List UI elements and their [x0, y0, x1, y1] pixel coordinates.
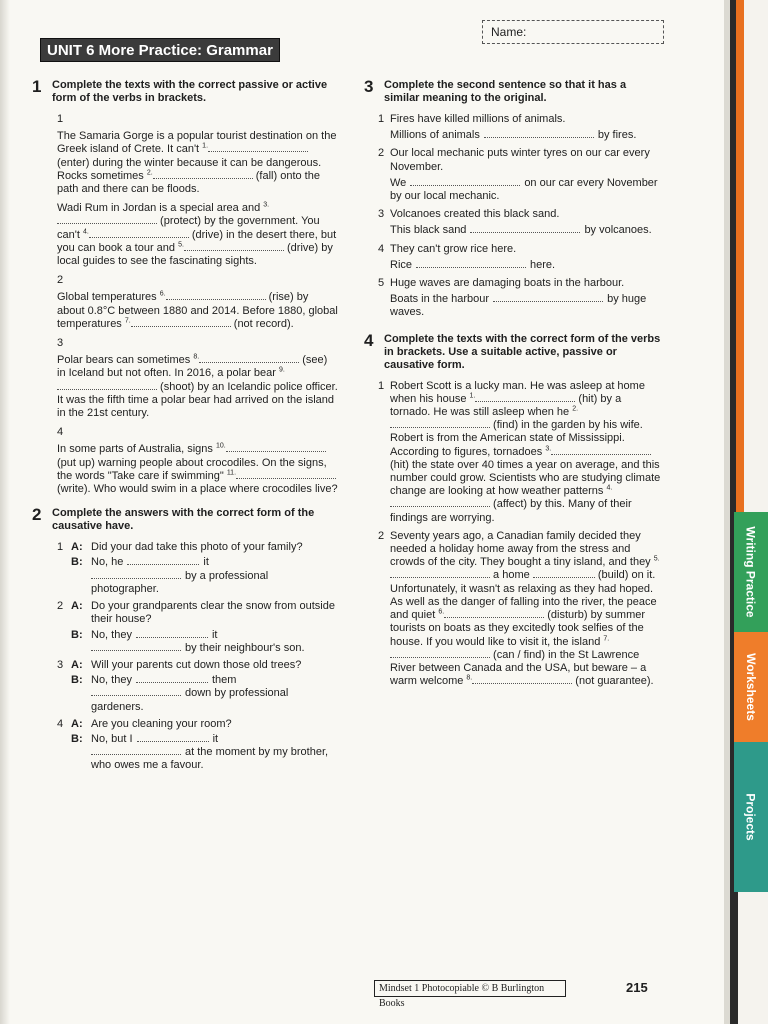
rewrite-end: on our car every November by our local mechanic. [390, 176, 658, 203]
item-number: 2 [57, 600, 64, 613]
text-segment: (not guarantee). [572, 675, 654, 688]
answer-blank[interactable] [416, 259, 526, 268]
question-text: Are you cleaning your room? [91, 717, 232, 730]
answer-start: No, but I [91, 732, 133, 745]
rewrite-line [390, 293, 664, 319]
rewrite-line [390, 177, 664, 203]
name-field[interactable]: Name: [482, 20, 664, 44]
answer-blank[interactable] [390, 649, 490, 658]
item-body [390, 113, 664, 142]
exercise-1-texts [32, 113, 338, 496]
text-segment: (shoot) by an Icelandic police officer. It was the fifth time a polar bear had arrived on the island in the 21st century. [57, 380, 338, 420]
answer-blank[interactable] [199, 354, 299, 363]
exercise-3-items [364, 113, 664, 320]
spacer [57, 629, 71, 655]
gap-number: 1. [202, 142, 209, 150]
text-segment: (write). Who would swim in a place where crocodiles live? [57, 483, 338, 496]
gap-number: 7. [124, 317, 131, 325]
answer-blank[interactable] [236, 470, 336, 479]
answer-object: them [211, 674, 237, 687]
original-sentence: Volcanoes created this black sand. [390, 208, 560, 221]
speaker-a-label: A: [71, 658, 83, 671]
text-segment: (see) in Iceland but not often. In 2016, a polar bear [57, 354, 328, 380]
text-segment: Seventy years ago, a Canadian family decided they needed a holiday home away from the stress and crowds of the city. They bought a tiny island, and they [390, 529, 654, 569]
gap-number: 5. [653, 555, 660, 563]
text-paragraph [32, 354, 338, 420]
answer-blank[interactable] [390, 569, 490, 578]
text-segment: a home [490, 569, 533, 582]
gap-number: 8. [193, 353, 200, 361]
text-segment: (affect) by this. Many of their findings are worrying. [390, 498, 632, 524]
left-column [32, 78, 338, 777]
answer-text [91, 629, 338, 655]
question-row [57, 600, 338, 626]
answer-start: No, he [91, 556, 124, 569]
answer-row [57, 556, 338, 596]
right-column [364, 78, 664, 693]
item-number: 2 [378, 529, 385, 542]
text-segment: Robert Scott is a lucky man. He was asleep at home when his house [390, 379, 645, 405]
answer-object: it [212, 732, 219, 745]
text-label: 2 [57, 274, 64, 287]
answer-blank[interactable] [551, 446, 651, 455]
answer-blank[interactable] [166, 291, 266, 300]
question-row [57, 659, 338, 672]
question-row [57, 541, 338, 554]
text-segment: (enter) during the winter because it can be dangerous. Rocks sometimes [57, 156, 322, 182]
exercise-instruction: Complete the texts with the correct form of the verbs in brackets. Use a suitable active, passive or causative form. [384, 332, 661, 371]
speaker-a-label: A: [71, 717, 83, 730]
rewrite-start: We [390, 176, 407, 189]
answer-blank[interactable] [89, 229, 189, 238]
exercise-3 [364, 78, 664, 320]
gap-number: 3. [545, 445, 552, 452]
text-label: 4 [57, 426, 64, 439]
rewrite-line [390, 129, 664, 142]
rewrite-end: here. [530, 258, 556, 271]
answer-blank[interactable] [153, 170, 253, 179]
text-segment: In some parts of Australia, signs [57, 443, 216, 456]
answer-blank[interactable] [91, 570, 181, 579]
text-segment: (rise) by about 0.8°C between 1880 and 2014. Before 1880, global temperatures [57, 291, 338, 330]
item-number: 4 [378, 242, 385, 255]
rewrite-line [390, 224, 664, 237]
answer-blank[interactable] [131, 318, 231, 327]
answer-blank[interactable] [533, 569, 595, 578]
answer-blank[interactable] [91, 687, 181, 696]
answer-blank[interactable] [91, 642, 181, 651]
speaker-a-label: A: [71, 600, 83, 613]
rewrite-end: by huge waves. [390, 293, 647, 319]
rewrite-start: This black sand [390, 224, 467, 237]
text-segment: (can / find) in the St Lawrence River between Canada and the USA, but beware – a warm welcome [390, 648, 647, 688]
text-segment: (put up) warning people about crocodiles. On the signs, the words "Take care if swimming" [57, 456, 327, 482]
item-number: 1 [378, 113, 385, 125]
tab-writing-practice[interactable] [734, 512, 768, 632]
exercise-number: 2 [32, 505, 42, 525]
text-paragraph [32, 202, 338, 268]
gap-number: 2. [572, 405, 579, 413]
transformation-item [364, 277, 664, 320]
item-number: 1 [57, 541, 64, 554]
rewrite-start: Millions of animals [390, 129, 480, 142]
answer-blank[interactable] [390, 498, 490, 507]
exercise-4 [364, 332, 664, 689]
exercise-instruction: Complete the second sentence so that it has a similar meaning to the original. [384, 79, 627, 104]
exercise-2 [32, 506, 338, 772]
question-text: Do your grandparents clear the snow from outside their house? [91, 600, 335, 626]
text-segment: (fall) onto the path and there can be floods. [57, 169, 320, 196]
speaker-b-label: B: [71, 732, 83, 745]
transformation-item [364, 147, 664, 203]
rewrite-end: by volcanoes. [584, 224, 652, 237]
item-number: 5 [378, 277, 385, 290]
item-body [390, 208, 664, 237]
dialogue-item [32, 541, 338, 596]
answer-end: by their neighbour's son. [185, 641, 305, 654]
gap-number: 3. [263, 201, 270, 209]
text-label: 1 [57, 113, 64, 125]
gap-number: 6. [438, 608, 445, 616]
text-segment: (hit) by a tornado. He was still asleep when he [390, 392, 622, 419]
original-sentence: Huge waves are damaging boats in the harbour. [390, 277, 625, 290]
question-text: Did your dad take this photo of your family? [91, 541, 303, 554]
unit-title: UNIT 6 More Practice: Grammar [40, 38, 280, 62]
text-paragraph [32, 130, 338, 196]
answer-blank[interactable] [475, 393, 575, 402]
item-number: 3 [57, 658, 64, 671]
rewrite-end: by fires. [597, 129, 637, 142]
text-segment: (drive) by local guides to see the fascinating sights. [57, 241, 333, 268]
exercise-instruction: Complete the texts with the correct passive or active form of the verbs in brackets. [52, 79, 328, 104]
dialogue-item [32, 659, 338, 714]
exercise-instruction: Complete the answers with the correct form of the causative have. [52, 507, 315, 533]
text-segment: (hit) the state over 40 times a year on average, and this number could grow. Scientists who are studying climate change are looking at how weather patterns [390, 458, 661, 498]
page-number: 215 [626, 980, 648, 995]
answer-blank[interactable] [57, 381, 157, 390]
gap-number: 2. [146, 169, 153, 177]
transformation-item [364, 113, 664, 142]
speaker-b-label: B: [71, 556, 83, 569]
answer-object: it [211, 628, 218, 641]
orange-edge-strip [736, 0, 744, 520]
text-item [364, 380, 664, 525]
spacer [57, 674, 71, 714]
answer-blank[interactable] [410, 177, 520, 186]
exercise-4-texts [364, 380, 664, 689]
dialogue-item [32, 718, 338, 773]
text-segment: Wadi Rum in Jordan is a special area and [57, 202, 264, 215]
answer-blank[interactable] [136, 629, 208, 638]
text-segment: (disturb) by summer tourists on boats as they excitedly took selfies of the house. If you would like to visit it, the island [390, 609, 646, 648]
question-text: Will your parents cut down those old trees? [91, 658, 302, 671]
answer-blank[interactable] [390, 419, 490, 428]
copyright-footer: Mindset 1 Photocopiable © B Burlington Books [374, 980, 566, 997]
exercise-number: 3 [364, 77, 374, 96]
text-paragraph [390, 380, 664, 525]
item-body [390, 243, 664, 272]
tab-label: Writing Practice [744, 526, 759, 618]
answer-blank[interactable] [137, 733, 209, 742]
question-row [57, 718, 338, 731]
answer-start: No, they [91, 628, 132, 641]
answer-text [91, 556, 338, 596]
answer-blank[interactable] [127, 556, 199, 565]
answer-row [57, 629, 338, 655]
gap-number: 4. [606, 484, 613, 492]
text-segment: Polar bears can sometimes [57, 354, 194, 367]
answer-blank[interactable] [484, 129, 594, 138]
text-segment: (protect) by the government. You can't [57, 215, 320, 241]
gap-number: 5. [178, 241, 184, 249]
tab-worksheets[interactable] [734, 632, 768, 742]
answer-text [91, 733, 338, 773]
spacer [57, 733, 71, 773]
tab-label: Projects [744, 793, 759, 841]
rewrite-start: Boats in the harbour [390, 293, 490, 306]
gap-number: 8. [466, 674, 473, 682]
item-number: 1 [378, 379, 385, 392]
text-paragraph [32, 443, 338, 496]
text-segment: Global temperatures [57, 291, 160, 304]
answer-object: it [203, 556, 209, 569]
spacer [57, 556, 71, 596]
transformation-item [364, 208, 664, 237]
text-item [364, 530, 664, 688]
speaker-a-label: A: [71, 541, 83, 554]
speaker-b-label: B: [71, 674, 83, 687]
text-paragraph [32, 291, 338, 331]
tab-label: Worksheets [744, 653, 758, 721]
gap-number: 10. [215, 442, 226, 450]
original-sentence: Our local mechanic puts winter tyres on our car every November. [390, 147, 650, 173]
original-sentence: Fires have killed millions of animals. [390, 113, 566, 125]
exercise-1 [32, 78, 338, 496]
gap-number: 6. [159, 290, 166, 298]
gap-number: 7. [603, 634, 610, 642]
gap-number: 11. [226, 469, 237, 477]
answer-start: No, they [91, 674, 132, 687]
dialogue-item [32, 600, 338, 655]
answer-blank[interactable] [226, 443, 326, 452]
text-segment: (not record). [230, 317, 294, 330]
rewrite-line [390, 259, 664, 272]
original-sentence: They can't grow rice here. [390, 242, 517, 255]
answer-blank[interactable] [470, 224, 580, 233]
answer-end: at the moment by my brother, who owes me a favour. [91, 746, 329, 772]
item-number: 2 [378, 147, 385, 160]
exercise-number: 4 [364, 330, 374, 350]
answer-blank[interactable] [57, 215, 157, 224]
text-segment: The Samaria Gorge is a popular tourist destination on the Greek island of Crete. It can't [57, 130, 337, 156]
answer-blank[interactable] [444, 609, 544, 618]
text-label: 3 [57, 337, 64, 350]
answer-blank[interactable] [208, 143, 308, 152]
answer-blank[interactable] [136, 674, 208, 683]
answer-end: by a professional photographer. [91, 569, 269, 595]
answer-end: down by professional gardeners. [91, 687, 289, 713]
answer-text [91, 674, 338, 714]
answer-blank[interactable] [472, 675, 572, 684]
gap-number: 1. [469, 392, 476, 400]
tab-projects[interactable] [734, 742, 768, 892]
page-gutter-shadow [0, 0, 10, 1024]
speaker-b-label: B: [71, 628, 83, 641]
item-number: 4 [57, 717, 64, 730]
text-segment: (drive) in the desert there, but you can book a tour and [57, 228, 337, 254]
answer-blank[interactable] [493, 293, 603, 302]
text-segment: (build) on it. Unfortunately, it wasn't as relaxing as they had hoped. As well as the danger of falling into the river, the peace and quiet [390, 569, 657, 622]
item-body [390, 277, 664, 320]
exercise-2-items [32, 541, 338, 772]
rewrite-start: Rice [390, 258, 413, 271]
gap-number: 4. [82, 227, 89, 235]
exercise-number: 1 [32, 77, 42, 96]
answer-blank[interactable] [184, 242, 284, 251]
answer-row [57, 674, 338, 714]
gap-number: 9. [279, 366, 285, 374]
item-number: 3 [378, 208, 385, 221]
text-paragraph [390, 530, 664, 688]
text-segment: (find) in the garden by his wife. Robert is from the American state of Mississippi. According to figures, tornadoes [390, 419, 643, 458]
answer-blank[interactable] [91, 746, 181, 755]
item-body [390, 147, 664, 203]
answer-row [57, 733, 338, 773]
transformation-item [364, 243, 664, 272]
